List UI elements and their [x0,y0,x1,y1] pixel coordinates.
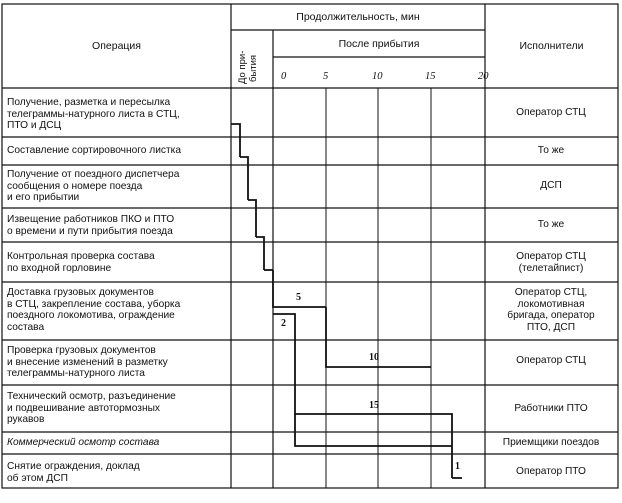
row-7-operation [7,345,229,380]
row-8-op-line-1: Технический осмотр, разъединение [7,391,176,402]
row-3-op-line-1: Получение от поездного диспетчера [7,169,180,180]
header-after-arrival: После прибытия [338,38,420,50]
header-before-arrival-line2: бытия [248,54,259,82]
row-7-op-line-1: Проверка грузовых документов [7,345,156,356]
row-4-op-line-2: о времени и пути прибытия поезда [7,225,173,237]
bar-label-delivery-main: 5 [296,292,301,303]
row-6-op-line-4: состава [7,321,45,333]
tick-10: 10 [372,71,383,82]
time-gridlines [326,88,431,488]
row-6-op-line-2: в СТЦ, закрепление состава, уборка [7,298,181,310]
row-9-op-line-1: Коммерческий осмотр состава [7,437,160,448]
row-5-op-line-2: по входной горловине [7,262,112,274]
tick-0: 0 [281,71,287,82]
row-7-op-line-2: и внесение изменений в разметку [7,356,168,368]
bar-row-3 [248,200,256,237]
row-6-perf-line-2: локомотивная [517,298,585,310]
tick-15: 15 [425,71,436,82]
row-6-perf-line-1: Оператор СТЦ, [514,287,588,298]
row-10-op-line-1: Снятие ограждения, доклад [7,461,140,472]
row-1-performer [487,107,615,119]
row-10-op-line-2: об этом ДСП [7,472,68,484]
row-4-operation [7,214,229,237]
row-5-performer [487,251,615,274]
row-6-operation [7,287,229,333]
row-3-op-line-3: и его прибытии [7,192,80,204]
row-7-perf-line-1: Оператор СТЦ [516,355,586,366]
row-4-perf-line-1: То же [537,219,565,230]
row-6-op-line-3: поездного локомотива, ограждение [7,310,175,322]
row-1-perf-line-1: Оператор СТЦ [516,107,586,118]
row-10-performer [487,466,615,478]
row-3-op-line-2: сообщения о номере поезда [7,180,143,192]
row-6-perf-line-4: ПТО, ДСП [526,321,576,333]
row-5-perf-line-1: Оператор СТЦ [516,251,586,262]
gantt-bars [231,124,462,478]
bar-row-1 [231,124,240,157]
row-4-op-line-1: Извещение работников ПКО и ПТО [7,214,175,225]
header-operation: Операция [92,40,141,52]
row-2-performer [487,145,615,157]
row-1-op-line-1: Получение, разметка и пересылка [7,97,171,108]
row-3-perf-line-1: ДСП [540,180,562,191]
row-1-op-line-3: ПТО и ДСЦ [7,120,62,132]
bar-row-9 [295,414,452,446]
row-8-operation [7,391,229,426]
row-7-performer [487,355,615,367]
row-3-operation [7,169,229,204]
row-7-op-line-3: телеграммы-натурного листа [7,368,145,380]
header-performers: Исполнители [519,40,584,52]
row-3-performer [487,180,615,192]
row-8-perf-line-1: Работники ПТО [514,403,588,414]
row-8-op-line-3: рукавов [7,414,45,426]
row-5-op-line-1: Контрольная проверка состава [7,251,155,262]
row-6-op-line-1: Доставка грузовых документов [7,287,154,298]
bar-label-remove-guard: 1 [455,461,460,472]
row-8-performer [487,403,615,415]
header-duration: Продолжительность, мин [296,11,420,23]
row-10-perf-line-1: Оператор ПТО [516,466,586,477]
row-9-performer [487,437,615,449]
row-8-op-line-2: и подвешивание автотормозных [7,402,161,414]
bar-label-check-docs: 10 [369,352,379,363]
tick-5: 5 [323,71,329,82]
row-1-op-line-2: телеграммы-натурного листа в СТЦ, [7,108,180,120]
row-9-operation [7,437,229,449]
header-before-arrival-line1: До при- [237,50,248,84]
row-4-performer [487,219,615,231]
bar-row-2 [240,157,248,200]
row-6-performer [487,287,615,333]
row-2-op-line-1: Составление сортировочного листка [7,145,182,156]
bar-label-tech-inspection: 15 [369,400,379,411]
tick-20: 20 [478,71,489,82]
row-9-perf-line-1: Приемщики поездов [502,437,600,448]
row-10-operation [7,461,229,484]
row-2-perf-line-1: То же [537,145,565,156]
row-6-perf-line-3: бригада, оператор [507,310,595,322]
row-2-operation [7,145,229,157]
row-5-perf-line-2: (телетайпист) [518,262,584,274]
row-5-operation [7,251,229,274]
bar-label-delivery-short: 2 [281,318,286,329]
row-1-operation [7,97,229,132]
